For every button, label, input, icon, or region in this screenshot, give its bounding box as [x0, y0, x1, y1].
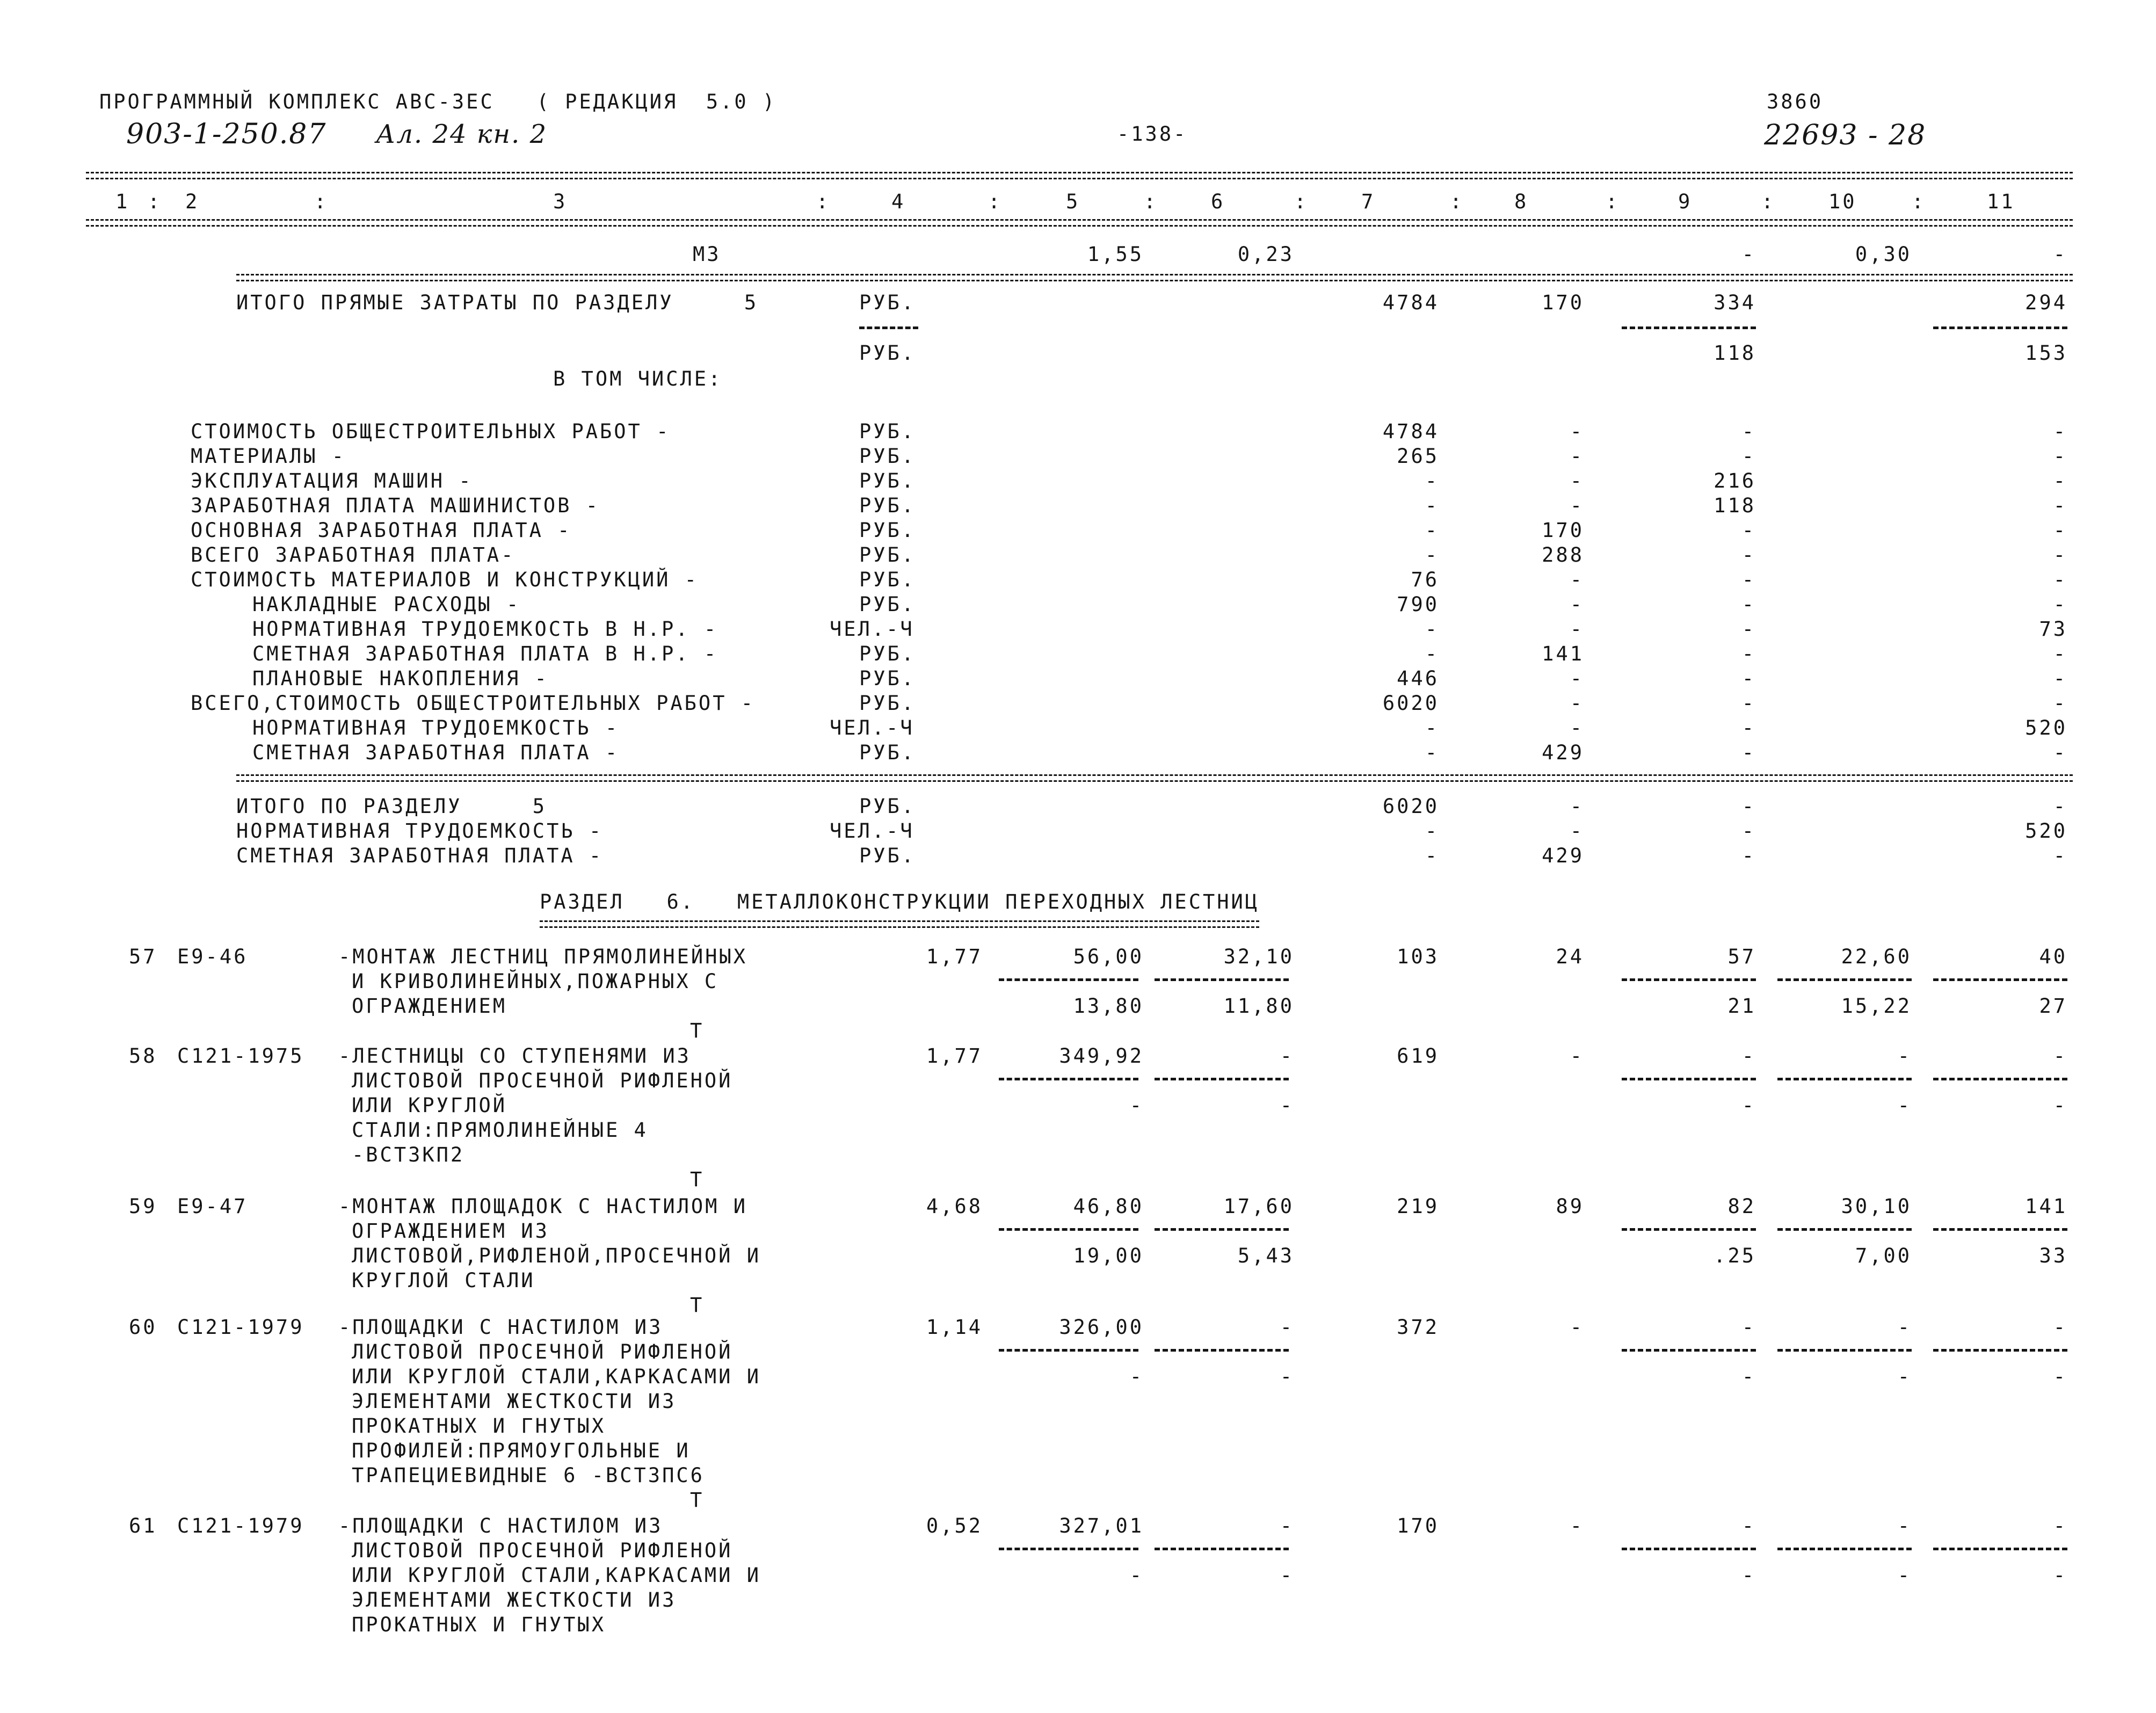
- item-description-line: ЭЛЕМЕНТАМИ ЖЕСТКОСТИ ИЗ: [352, 1588, 677, 1612]
- item-c6-underline: [1155, 1548, 1289, 1550]
- breakdown-c8: -: [1570, 494, 1584, 517]
- breakdown-label: СМЕТНАЯ ЗАРАБОТНАЯ ПЛАТА -: [252, 741, 620, 764]
- breakdown-c9: -: [1741, 716, 1756, 739]
- column-number: 9: [1678, 190, 1693, 213]
- item-c7: 170: [1397, 1514, 1439, 1537]
- item-c9-underline: [1622, 978, 1756, 981]
- item-c11-underline: [1933, 1078, 2067, 1080]
- breakdown-unit: РУБ.: [859, 543, 916, 567]
- item-c9: 82: [1727, 1195, 1756, 1218]
- breakdown-c11: -: [2053, 741, 2067, 764]
- item-c11b: -: [2053, 1564, 2067, 1587]
- item-c9: 57: [1727, 945, 1756, 968]
- item-c5-underline: [999, 1349, 1138, 1352]
- totals-direct-c9-second: 118: [1714, 342, 1756, 365]
- column-number: 7: [1361, 190, 1376, 213]
- breakdown-unit: РУБ.: [859, 741, 916, 764]
- item-c7: 103: [1397, 945, 1439, 968]
- item-c7: 619: [1397, 1044, 1439, 1068]
- breakdown-label: ПЛАНОВЫЕ НАКОПЛЕНИЯ -: [252, 667, 549, 690]
- breakdown-label: ЭКСПЛУАТАЦИЯ МАШИН -: [191, 469, 473, 492]
- breakdown-label: ЗАРАБОТНАЯ ПЛАТА МАШИНИСТОВ -: [191, 494, 600, 517]
- breakdown-c7: -: [1425, 642, 1439, 665]
- item-c9b: 21: [1727, 995, 1756, 1018]
- totals-direct-unit: РУБ.: [859, 291, 916, 314]
- item-c5: 56,00: [1073, 945, 1144, 968]
- breakdown-c7: -: [1425, 519, 1439, 542]
- item-description-line: ЛИСТОВОЙ,РИФЛЕНОЙ,ПРОСЕЧНОЙ И: [352, 1244, 761, 1267]
- breakdown-c8: -: [1570, 692, 1584, 715]
- item-description-line: ИЛИ КРУГЛОЙ СТАЛИ,КАРКАСАМИ И: [352, 1564, 761, 1587]
- column-number: 6: [1211, 190, 1225, 213]
- column-separator: :: [1144, 190, 1158, 213]
- item-c10: -: [1897, 1044, 1912, 1068]
- breakdown-c9: -: [1741, 543, 1756, 567]
- item-c5-underline: [999, 1548, 1138, 1550]
- breakdown-c9: 216: [1714, 469, 1756, 492]
- item-c5: 349,92: [1059, 1044, 1144, 1068]
- breakdown-c9: -: [1741, 692, 1756, 715]
- item-description-line: ЛИСТОВОЙ ПРОСЕЧНОЙ РИФЛЕНОЙ: [352, 1069, 733, 1092]
- item-c9-underline: [1622, 1548, 1756, 1550]
- item-description-line: ПРОКАТНЫХ И ГНУТЫХ: [352, 1613, 606, 1636]
- breakdown-c11: -: [2053, 445, 2067, 468]
- item-c6b: 5,43: [1237, 1244, 1294, 1267]
- item-c10-underline: [1777, 1228, 1912, 1231]
- breakdown-c9: -: [1741, 568, 1756, 591]
- section-total-c11: 520: [2025, 819, 2067, 843]
- item-code: Е9-46: [177, 945, 248, 968]
- item-c5-underline: [999, 978, 1138, 981]
- item-c7: 372: [1397, 1316, 1439, 1339]
- section-total-c8: 429: [1542, 844, 1584, 867]
- item-description-line: ОГРАЖДЕНИЕМ ИЗ: [352, 1220, 549, 1243]
- section6-title-underline: [540, 920, 1259, 928]
- item-description-line: -ЛЕСТНИЦЫ СО СТУПЕНЯМИ ИЗ: [338, 1044, 691, 1068]
- item-number: 57: [129, 945, 157, 968]
- breakdown-c8: -: [1570, 593, 1584, 616]
- item-c6b: -: [1280, 1365, 1294, 1388]
- item-c10b: -: [1897, 1365, 1912, 1388]
- item-code: С121-1975: [177, 1044, 304, 1068]
- item-c10b: 7,00: [1855, 1244, 1912, 1267]
- item-c10: -: [1897, 1316, 1912, 1339]
- column-number: 4: [891, 190, 906, 213]
- breakdown-label: НОРМАТИВНАЯ ТРУДОЕМКОСТЬ В Н.Р. -: [252, 618, 718, 641]
- item-unit-mark: Т: [690, 1489, 705, 1512]
- c11-underline: [1933, 326, 2067, 329]
- item-c9: -: [1741, 1316, 1756, 1339]
- totals-direct-c9: 334: [1714, 291, 1756, 314]
- section-totals-divider: [236, 774, 2073, 782]
- item-c9b: -: [1741, 1094, 1756, 1117]
- column-number: 2: [185, 190, 200, 213]
- item-c9-underline: [1622, 1228, 1756, 1231]
- breakdown-c9: -: [1741, 420, 1756, 443]
- item-c8: -: [1570, 1514, 1584, 1537]
- item-c4: 0,52: [926, 1514, 983, 1537]
- breakdown-c9: -: [1741, 445, 1756, 468]
- column-number: 3: [553, 190, 568, 213]
- item-c5b: 13,80: [1073, 995, 1144, 1018]
- item-c10b: -: [1897, 1564, 1912, 1587]
- item-c11-underline: [1933, 1228, 2067, 1231]
- totals-direct-c11: 294: [2025, 291, 2067, 314]
- item-c6: -: [1280, 1316, 1294, 1339]
- item-unit-mark: Т: [690, 1168, 705, 1191]
- item-c8: -: [1570, 1316, 1584, 1339]
- item-c6-underline: [1155, 978, 1289, 981]
- breakdown-c8: 141: [1542, 642, 1584, 665]
- document-code-top: 3860: [1767, 90, 1824, 113]
- header-divider: [86, 172, 2073, 179]
- breakdown-label: ВСЕГО,СТОИМОСТЬ ОБЩЕСТРОИТЕЛЬНЫХ РАБОТ -: [191, 692, 756, 715]
- column-number: 8: [1514, 190, 1529, 213]
- item-c6b: -: [1280, 1564, 1294, 1587]
- breakdown-c7: 790: [1397, 593, 1439, 616]
- breakdown-c8: -: [1570, 667, 1584, 690]
- totals-direct-unit-2: РУБ.: [859, 342, 916, 365]
- breakdown-c8: 429: [1542, 741, 1584, 764]
- section-total-c7: 6020: [1382, 795, 1439, 818]
- breakdown-c8: -: [1570, 568, 1584, 591]
- item-c9b: .25: [1714, 1244, 1756, 1267]
- column-separator: :: [1761, 190, 1776, 213]
- page-number: -138-: [1117, 122, 1188, 146]
- item-code: С121-1979: [177, 1316, 304, 1339]
- section-total-c11: -: [2053, 795, 2067, 818]
- item-c6: -: [1280, 1044, 1294, 1068]
- item-c4: 1,77: [926, 945, 983, 968]
- breakdown-unit: РУБ.: [859, 692, 916, 715]
- breakdown-unit: РУБ.: [859, 469, 916, 492]
- column-separator: :: [1606, 190, 1620, 213]
- item-unit-mark: Т: [690, 1019, 705, 1042]
- breakdown-c9: -: [1741, 642, 1756, 665]
- item-code: С121-1979: [177, 1514, 304, 1537]
- column-number: 1: [115, 190, 130, 213]
- breakdown-c11: -: [2053, 494, 2067, 517]
- breakdown-unit: РУБ.: [859, 420, 916, 443]
- item-c8: 89: [1556, 1195, 1584, 1218]
- column-header-divider: [86, 219, 2073, 227]
- breakdown-label: НАКЛАДНЫЕ РАСХОДЫ -: [252, 593, 521, 616]
- breakdown-c7: -: [1425, 469, 1439, 492]
- item-c11-underline: [1933, 1349, 2067, 1352]
- item-c10-underline: [1777, 1078, 1912, 1080]
- item-c11-underline: [1933, 978, 2067, 981]
- item-c10-underline: [1777, 1548, 1912, 1550]
- item-description-line: -МОНТАЖ ПЛОЩАДОК С НАСТИЛОМ И: [338, 1195, 748, 1218]
- item-description-line: ОГРАЖДЕНИЕМ: [352, 995, 507, 1018]
- section-total-unit: РУБ.: [859, 844, 916, 867]
- album-reference: Ал. 24 кн. 2: [376, 119, 548, 149]
- breakdown-label: СТОИМОСТЬ ОБЩЕСТРОИТЕЛЬНЫХ РАБОТ -: [191, 420, 671, 443]
- item-c5: 327,01: [1059, 1514, 1144, 1537]
- breakdown-c11: -: [2053, 519, 2067, 542]
- item-description-line: ЛИСТОВОЙ ПРОСЕЧНОЙ РИФЛЕНОЙ: [352, 1539, 733, 1562]
- totals-direct-label: ИТОГО ПРЯМЫЕ ЗАТРАТЫ ПО РАЗДЕЛУ 5: [236, 291, 759, 314]
- column-separator: :: [1294, 190, 1309, 213]
- item-description-line: ИЛИ КРУГЛОЙ: [352, 1094, 507, 1117]
- item-description-line: КРУГЛОЙ СТАЛИ: [352, 1269, 535, 1292]
- item-c6: 17,60: [1223, 1195, 1294, 1218]
- program-line: ПРОГРАММНЫЙ КОМПЛЕКС АВС-ЗЕС ( РЕДАКЦИЯ 5.0 ): [99, 90, 777, 113]
- breakdown-c11: 73: [2039, 618, 2067, 641]
- breakdown-c7: -: [1425, 543, 1439, 567]
- section6-title: РАЗДЕЛ 6. МЕТАЛЛОКОНСТРУКЦИИ ПЕРЕХОДНЫХ ЛЕСТНИЦ: [540, 890, 1260, 913]
- item-c4: 4,68: [926, 1195, 983, 1218]
- item-c6: 32,10: [1223, 945, 1294, 968]
- section-total-c8: -: [1570, 795, 1584, 818]
- item-c9: -: [1741, 1044, 1756, 1068]
- breakdown-unit: ЧЕЛ.-Ч: [830, 716, 914, 739]
- item-c6-underline: [1155, 1228, 1289, 1231]
- c9-underline: [1622, 326, 1756, 329]
- item-c5: 326,00: [1059, 1316, 1144, 1339]
- breakdown-c8: 170: [1542, 519, 1584, 542]
- breakdown-c11: -: [2053, 642, 2067, 665]
- breakdown-unit: РУБ.: [859, 445, 916, 468]
- breakdown-c7: 6020: [1382, 692, 1439, 715]
- item-c5b: 19,00: [1073, 1244, 1144, 1267]
- item-description-line: -ВСТ3КП2: [352, 1143, 465, 1166]
- section-total-label: ИТОГО ПО РАЗДЕЛУ 5: [236, 795, 547, 818]
- breakdown-c8: -: [1570, 618, 1584, 641]
- prev-c5: 1,55: [1087, 243, 1144, 266]
- item-c11: -: [2053, 1044, 2067, 1068]
- in-that-number-label: В ТОМ ЧИСЛЕ:: [553, 367, 723, 390]
- breakdown-unit: РУБ.: [859, 519, 916, 542]
- prev-c10: 0,30: [1855, 243, 1912, 266]
- breakdown-c9: -: [1741, 593, 1756, 616]
- item-number: 61: [129, 1514, 157, 1537]
- column-number: 10: [1828, 190, 1857, 213]
- item-unit-mark: Т: [690, 1294, 705, 1317]
- section-total-c7: -: [1425, 819, 1439, 843]
- item-c5-underline: [999, 1228, 1138, 1231]
- item-c10b: -: [1897, 1094, 1912, 1117]
- item-description-line: ИЛИ КРУГЛОЙ СТАЛИ,КАРКАСАМИ И: [352, 1365, 761, 1388]
- section-total-c9: -: [1741, 819, 1756, 843]
- item-description-line: ПРОФИЛЕЙ:ПРЯМОУГОЛЬНЫЕ И: [352, 1439, 691, 1462]
- item-c6: -: [1280, 1514, 1294, 1537]
- breakdown-c11: 520: [2025, 716, 2067, 739]
- prev-c6: 0,23: [1237, 243, 1294, 266]
- item-code: Е9-47: [177, 1195, 248, 1218]
- item-c10-underline: [1777, 978, 1912, 981]
- section-total-label: СМЕТНАЯ ЗАРАБОТНАЯ ПЛАТА -: [236, 844, 604, 867]
- item-description-line: -ПЛОЩАДКИ С НАСТИЛОМ ИЗ: [338, 1514, 663, 1537]
- breakdown-unit: ЧЕЛ.-Ч: [830, 618, 914, 641]
- item-c5b: -: [1129, 1365, 1144, 1388]
- item-c9-underline: [1622, 1349, 1756, 1352]
- breakdown-c11: -: [2053, 469, 2067, 492]
- section-total-unit: ЧЕЛ.-Ч: [830, 819, 914, 843]
- item-c11: -: [2053, 1514, 2067, 1537]
- item-c6-underline: [1155, 1078, 1289, 1080]
- item-description-line: -ПЛОЩАДКИ С НАСТИЛОМ ИЗ: [338, 1316, 663, 1339]
- item-c10: -: [1897, 1514, 1912, 1537]
- breakdown-c9: -: [1741, 618, 1756, 641]
- item-c11b: 33: [2039, 1244, 2067, 1267]
- breakdown-c7: -: [1425, 716, 1439, 739]
- item-c10: 22,60: [1841, 945, 1912, 968]
- column-separator: :: [1450, 190, 1464, 213]
- item-c6b: 11,80: [1223, 995, 1294, 1018]
- section-total-c8: -: [1570, 819, 1584, 843]
- item-c9b: -: [1741, 1564, 1756, 1587]
- section-total-c9: -: [1741, 795, 1756, 818]
- unit-underline: [859, 326, 918, 329]
- item-c11b: -: [2053, 1094, 2067, 1117]
- item-c11: -: [2053, 1316, 2067, 1339]
- column-separator: :: [816, 190, 831, 213]
- item-c10b: 15,22: [1841, 995, 1912, 1018]
- item-c5-underline: [999, 1078, 1138, 1080]
- breakdown-c7: 4784: [1382, 420, 1439, 443]
- item-c9: -: [1741, 1514, 1756, 1537]
- breakdown-label: ВСЕГО ЗАРАБОТНАЯ ПЛАТА-: [191, 543, 516, 567]
- breakdown-c8: -: [1570, 445, 1584, 468]
- column-separator: :: [314, 190, 329, 213]
- breakdown-c9: -: [1741, 519, 1756, 542]
- item-number: 60: [129, 1316, 157, 1339]
- breakdown-c9: 118: [1714, 494, 1756, 517]
- item-c11: 141: [2025, 1195, 2067, 1218]
- column-number: 11: [1987, 190, 2015, 213]
- breakdown-c9: -: [1741, 667, 1756, 690]
- breakdown-c8: -: [1570, 420, 1584, 443]
- breakdown-label: МАТЕРИАЛЫ -: [191, 445, 346, 468]
- breakdown-c8: -: [1570, 469, 1584, 492]
- prev-unit: М3: [693, 243, 721, 266]
- item-c11b: -: [2053, 1365, 2067, 1388]
- document-code-bottom: 22693 - 28: [1764, 119, 1927, 151]
- breakdown-unit: РУБ.: [859, 494, 916, 517]
- item-c5: 46,80: [1073, 1195, 1144, 1218]
- item-c8: 24: [1556, 945, 1584, 968]
- breakdown-c7: 265: [1397, 445, 1439, 468]
- item-c5b: -: [1129, 1564, 1144, 1587]
- item-c11: 40: [2039, 945, 2067, 968]
- item-c4: 1,14: [926, 1316, 983, 1339]
- breakdown-c11: -: [2053, 420, 2067, 443]
- item-description-line: ЭЛЕМЕНТАМИ ЖЕСТКОСТИ ИЗ: [352, 1390, 677, 1413]
- item-c6b: -: [1280, 1094, 1294, 1117]
- breakdown-c8: -: [1570, 716, 1584, 739]
- item-c9-underline: [1622, 1078, 1756, 1080]
- breakdown-c11: -: [2053, 568, 2067, 591]
- item-c8: -: [1570, 1044, 1584, 1068]
- item-c9b: -: [1741, 1365, 1756, 1388]
- item-number: 59: [129, 1195, 157, 1218]
- breakdown-unit: РУБ.: [859, 593, 916, 616]
- item-c7: 219: [1397, 1195, 1439, 1218]
- item-number: 58: [129, 1044, 157, 1068]
- item-c10-underline: [1777, 1349, 1912, 1352]
- item-description-line: СТАЛИ:ПРЯМОЛИНЕЙНЫЕ 4: [352, 1119, 648, 1142]
- breakdown-label: ОСНОВНАЯ ЗАРАБОТНАЯ ПЛАТА -: [191, 519, 572, 542]
- breakdown-c11: -: [2053, 543, 2067, 567]
- item-description-line: ПРОКАТНЫХ И ГНУТЫХ: [352, 1414, 606, 1438]
- column-separator: :: [1912, 190, 1926, 213]
- breakdown-label: СМЕТНАЯ ЗАРАБОТНАЯ ПЛАТА В Н.Р. -: [252, 642, 718, 665]
- item-c11b: 27: [2039, 995, 2067, 1018]
- breakdown-label: НОРМАТИВНАЯ ТРУДОЕМКОСТЬ -: [252, 716, 620, 739]
- breakdown-c7: -: [1425, 741, 1439, 764]
- breakdown-unit: РУБ.: [859, 568, 916, 591]
- breakdown-c7: -: [1425, 494, 1439, 517]
- item-description-line: И КРИВОЛИНЕЙНЫХ,ПОЖАРНЫХ С: [352, 970, 719, 993]
- totals-direct-c7: 4784: [1382, 291, 1439, 314]
- breakdown-c8: 288: [1542, 543, 1584, 567]
- section-total-c11: -: [2053, 844, 2067, 867]
- breakdown-label: СТОИМОСТЬ МАТЕРИАЛОВ И КОНСТРУКЦИЙ -: [191, 568, 699, 591]
- totals-direct-c8: 170: [1542, 291, 1584, 314]
- item-description-line: -МОНТАЖ ЛЕСТНИЦ ПРЯМОЛИНЕЙНЫХ: [338, 945, 748, 968]
- item-description-line: ТРАПЕЦИЕВИДНЫЕ 6 -ВСТ3ПС6: [352, 1464, 705, 1487]
- section-total-label: НОРМАТИВНАЯ ТРУДОЕМКОСТЬ -: [236, 819, 604, 843]
- totals-divider: [236, 274, 2073, 281]
- item-c5b: -: [1129, 1094, 1144, 1117]
- breakdown-c7: 76: [1411, 568, 1439, 591]
- breakdown-c7: -: [1425, 618, 1439, 641]
- breakdown-c11: -: [2053, 593, 2067, 616]
- item-c6-underline: [1155, 1349, 1289, 1352]
- breakdown-c11: -: [2053, 667, 2067, 690]
- project-code: 903-1-250.87: [126, 118, 327, 150]
- breakdown-c11: -: [2053, 692, 2067, 715]
- totals-direct-c11-second: 153: [2025, 342, 2067, 365]
- item-c11-underline: [1933, 1548, 2067, 1550]
- breakdown-c9: -: [1741, 741, 1756, 764]
- prev-c9: -: [1741, 243, 1756, 266]
- column-separator: :: [148, 190, 162, 213]
- item-c10: 30,10: [1841, 1195, 1912, 1218]
- breakdown-unit: РУБ.: [859, 667, 916, 690]
- column-number: 5: [1066, 190, 1080, 213]
- column-separator: :: [988, 190, 1003, 213]
- item-c4: 1,77: [926, 1044, 983, 1068]
- item-description-line: ЛИСТОВОЙ ПРОСЕЧНОЙ РИФЛЕНОЙ: [352, 1340, 733, 1363]
- prev-c11: -: [2053, 243, 2067, 266]
- section-total-unit: РУБ.: [859, 795, 916, 818]
- section-total-c9: -: [1741, 844, 1756, 867]
- breakdown-unit: РУБ.: [859, 642, 916, 665]
- section-total-c7: -: [1425, 844, 1439, 867]
- breakdown-c7: 446: [1397, 667, 1439, 690]
